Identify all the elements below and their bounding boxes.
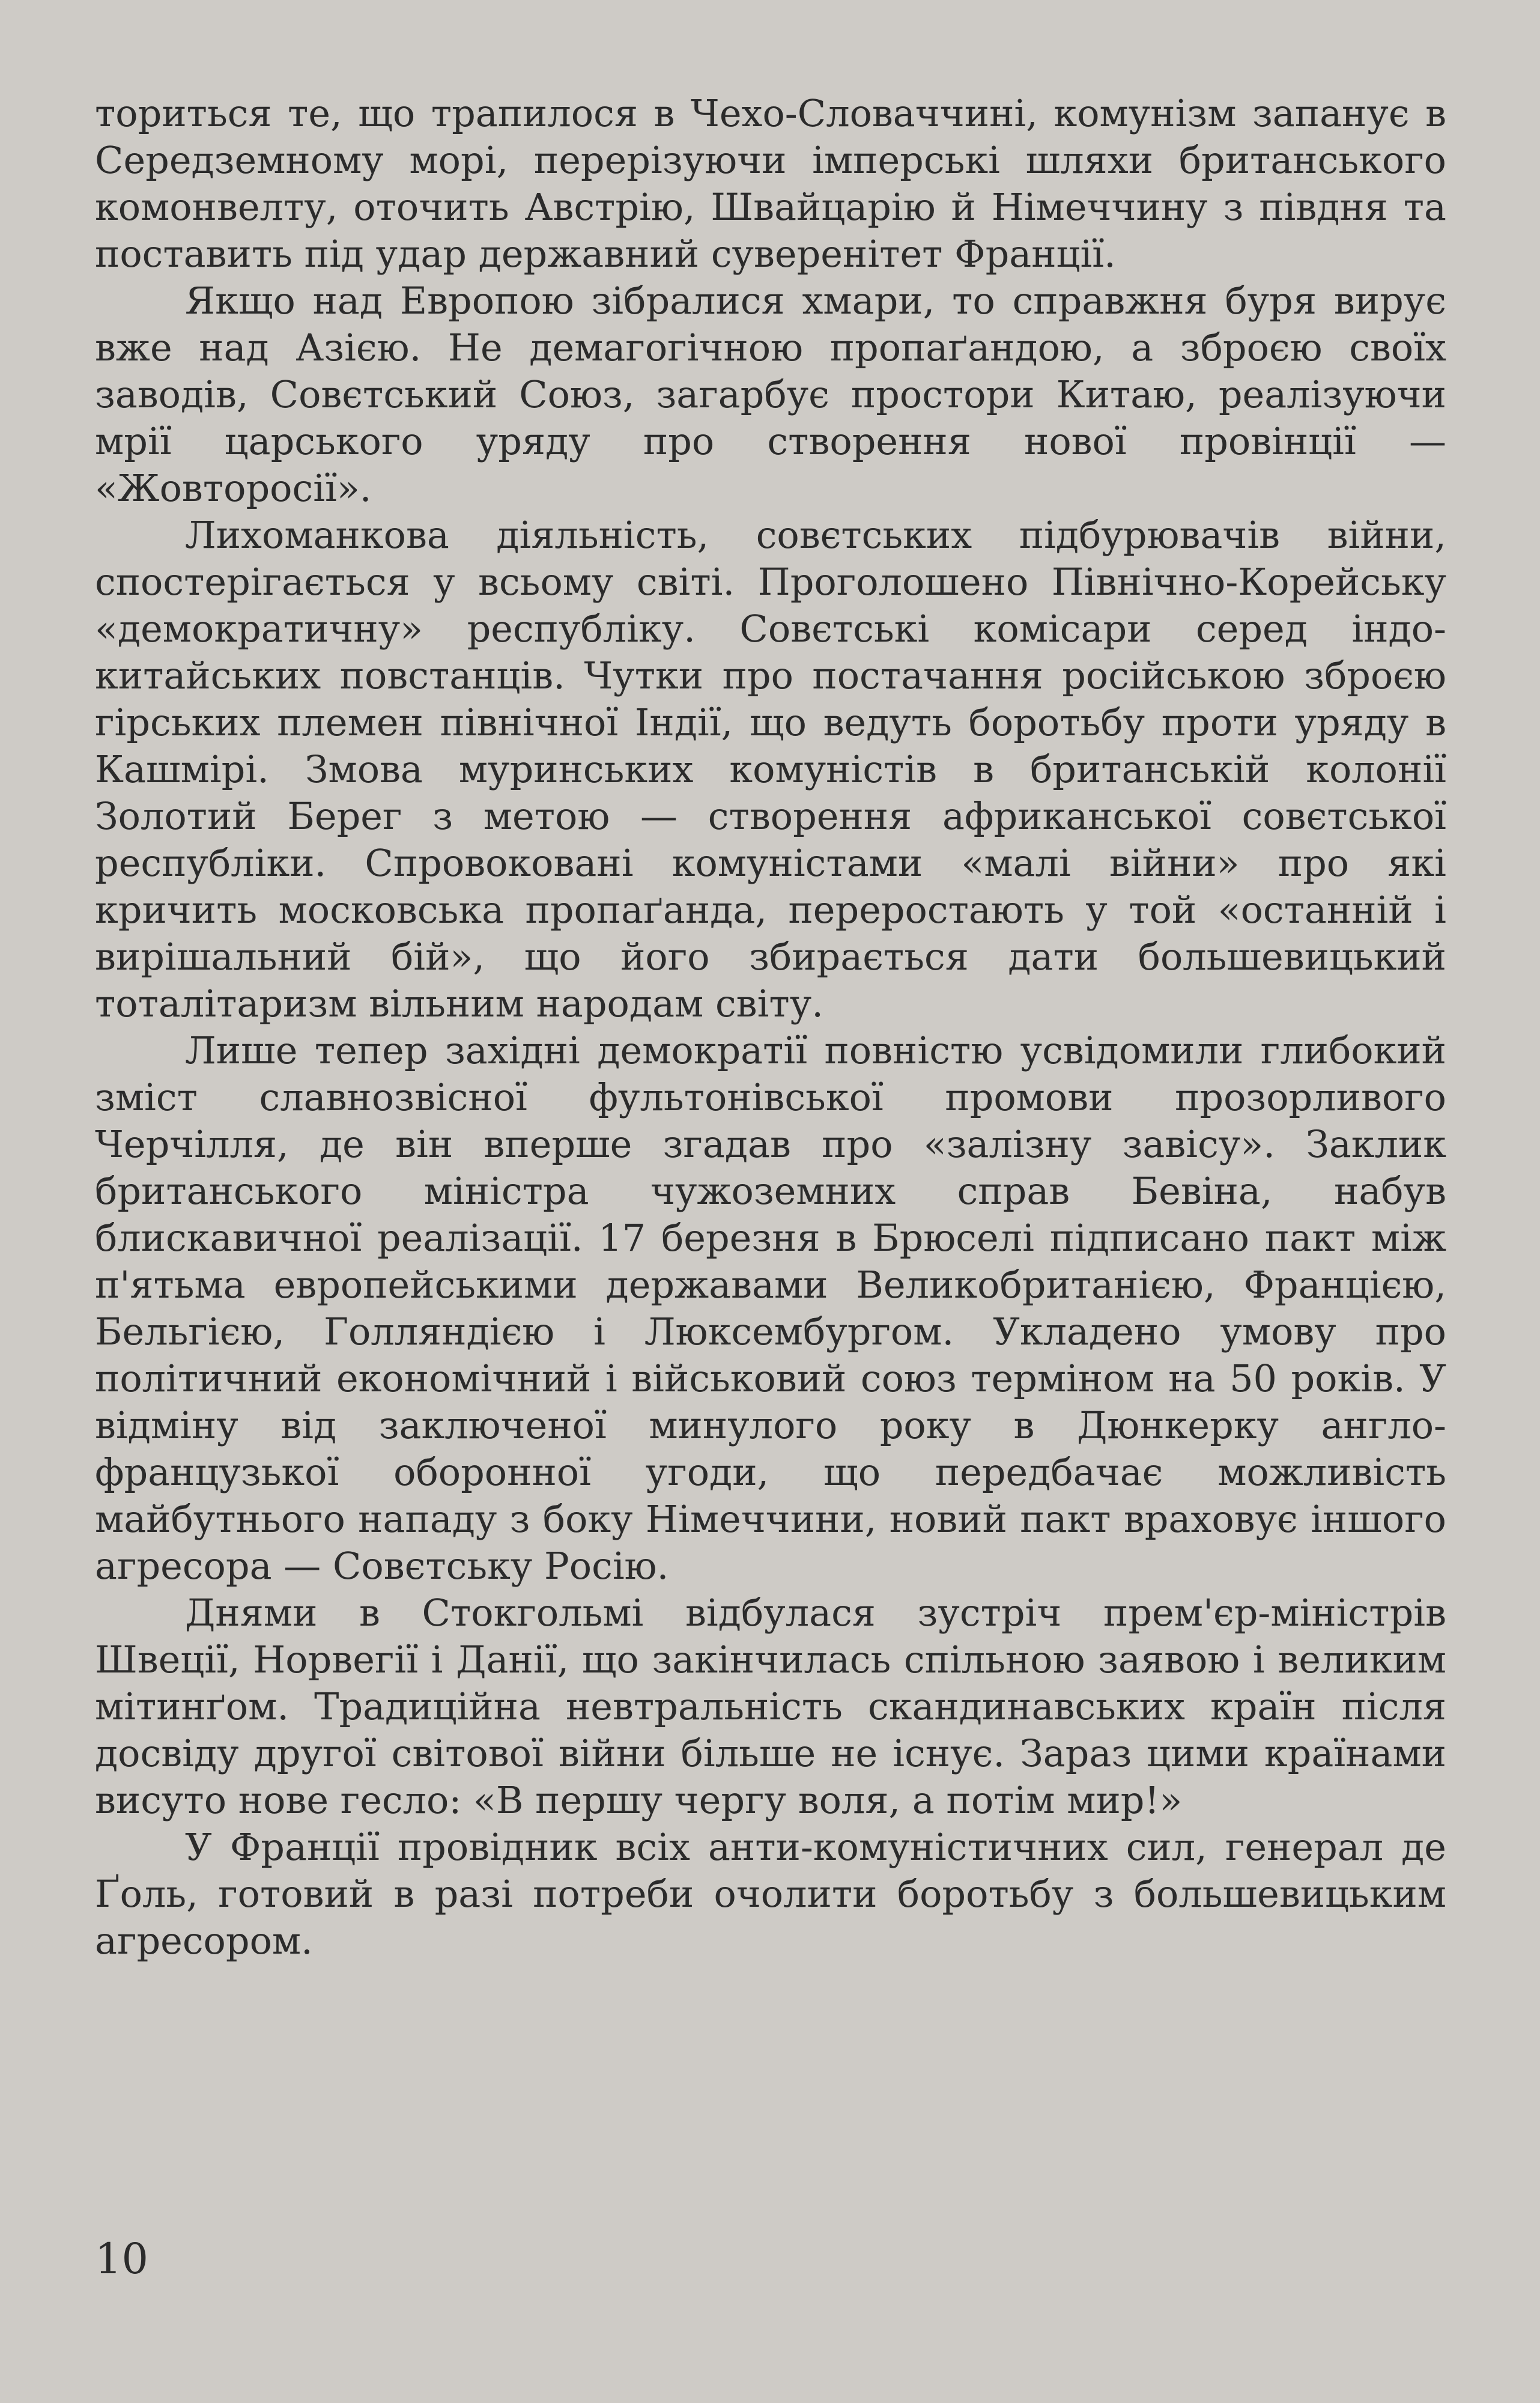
paragraph: Якщо над Европою зібралися хмари, то справжня буря вирує вже над Азією. Не демагогічною пропаґандою, а зброєю своїх заводів, Совєтський Союз, загарбує простори Китаю, реалізуючи мрії царського уряду про створення нової провінції — «Жовторосії».	[95, 279, 1446, 510]
paragraph: Днями в Стокгольмі відбулася зустріч прем'єр-міністрів Швеції, Норвегії і Данії, що закінчилась спільною заявою і великим мітинґом. Традиційна невтральність скандинавських країн після досвіду другої світової війни більше не існує. Зараз цими країнами висуто нове гесло: «В першу чергу воля, а потім мир!»	[95, 1591, 1446, 1822]
paragraph: Лихоманкова діяльність, совєтських підбурювачів війни, спостерігається у всьому світі. Проголошено Північно-Корейську «демократичну» республіку. Совєтські комісари серед індо-китайських повстанців. Чутки про постачання російською зброєю гірських племен північної Індії, що ведуть боротьбу проти уряду в Кашмірі. Змова муринських комуністів в британській колонії Золотий Берег з метою — створення африканської совєтської республіки. Спровоковані комуністами «малі війни» про які кричить московська пропаґанда, переростають у той «останній і вирішальний бій», що його збирається дати большевицький тоталітаризм вільним народам світу.	[95, 513, 1446, 1025]
paragraph: торитьcя те, що трапилося в Чехо-Словаччині, комунізм запанує в Середземному морі, перерізуючи імперські шляхи британського комонвелту, оточить Австрію, Швайцарію й Німеччину з півдня та поставить під удар державний суверенітет Франції.	[95, 91, 1446, 276]
paragraph: У Франції провідник всіх анти-комуністичних сил, генерал де Ґоль, готовий в разі потреби очолити боротьбу з большевицьким агресором.	[95, 1825, 1446, 1963]
paragraph: Лише тепер західні демократії повністю усвідомили глибокий зміст славнозвісної фультонівської промови прозорливого Черчілля, де він вперше згадав про «залізну завісу». Заклик британського міністра чужоземних справ Бевіна, набув блискавичної реалізації. 17 березня в Брюселі підписано пакт між п'ятьма европейськими державами Великобританією, Францією, Бельгією, Голляндією і Люксембургом. Укладено умову про політичний економічний і військовий союз терміном на 50 років. У відміну від заключеної минулого року в Дюнкерку англо-французької оборонної угоди, що передбачає можливість майбутнього нападу з боку Німеччини, новий пакт враховує іншого агресора — Совєтську Росію.	[95, 1028, 1446, 1588]
page-number: 10	[95, 2234, 149, 2283]
body-text	[95, 90, 1446, 1964]
